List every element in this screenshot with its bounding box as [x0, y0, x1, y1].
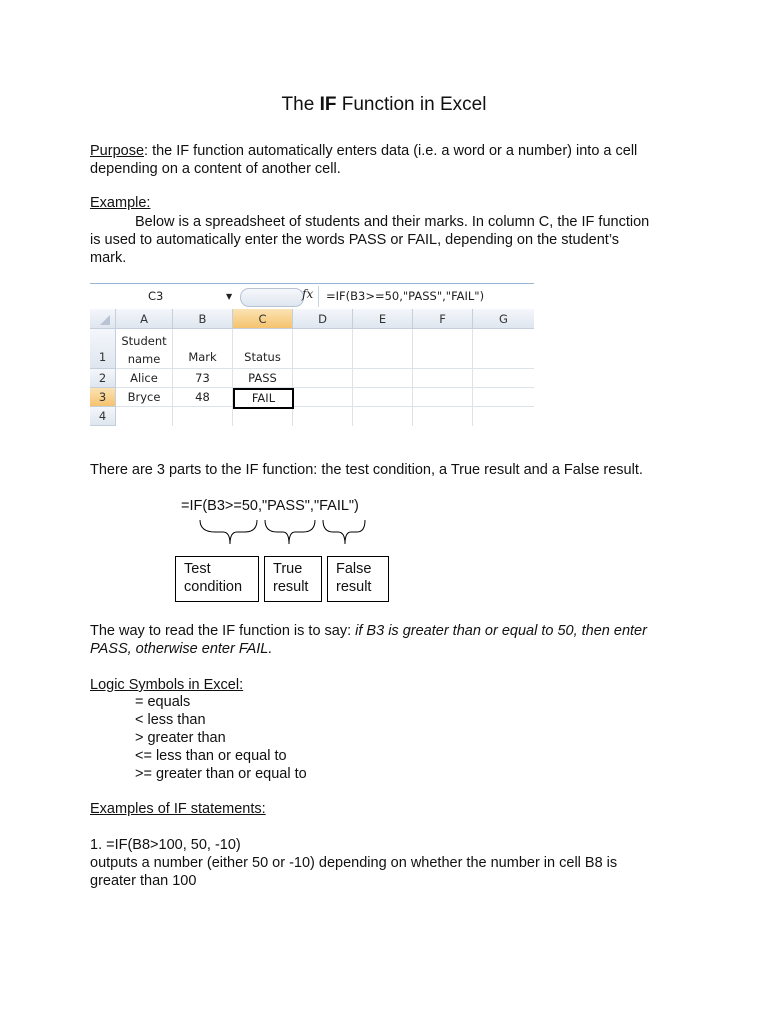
cell-a2[interactable]: Alice	[116, 369, 173, 388]
cell-b3[interactable]: 48	[173, 388, 233, 407]
cell-f3[interactable]	[413, 388, 473, 407]
row-header-1[interactable]: 1	[90, 329, 116, 369]
column-header-g[interactable]: G	[473, 309, 534, 329]
column-header-f[interactable]: F	[413, 309, 473, 329]
parts-text: There are 3 parts to the IF function: the test condition, a True result and a False result.	[90, 462, 643, 478]
column-header-b[interactable]: B	[173, 309, 233, 329]
logic-item-greater: > greater than	[135, 730, 226, 746]
purpose-line-2: depending on a content of another cell.	[90, 161, 341, 177]
true-result-box	[264, 556, 322, 602]
cell-b2[interactable]: 73	[173, 369, 233, 388]
example-heading: Example:	[90, 195, 151, 211]
brace-false	[323, 520, 365, 544]
cell-b4[interactable]	[173, 407, 233, 426]
cell-g4[interactable]	[473, 407, 534, 426]
column-header-c[interactable]: C	[233, 309, 293, 329]
read-prefix: The way to read the IF function is to say:	[90, 623, 356, 639]
test-condition-line-1: Test	[184, 561, 211, 577]
row-header-4[interactable]: 4	[90, 407, 116, 426]
row-header-2[interactable]: 2	[90, 369, 116, 388]
test-condition-line-2: condition	[184, 579, 243, 595]
cell-g2[interactable]	[473, 369, 534, 388]
read-italic-1: if B3 is greater than or equal to 50, then enter	[355, 623, 647, 639]
example-1-desc-1: outputs a number (either 50 or -10) depending on whether the number in cell B8 is	[90, 855, 618, 871]
example-line-3: mark.	[90, 250, 127, 266]
true-result-line-1: True	[273, 561, 303, 577]
formula-input[interactable]: =IF(B3>=50,"PASS","FAIL")	[326, 289, 485, 303]
cell-d3[interactable]	[294, 388, 353, 407]
example-line-2: is used to automatically enter the words PASS or FAIL, depending on the student’s	[90, 232, 620, 248]
title-prefix: The	[281, 94, 320, 115]
logic-item-equals: = equals	[135, 694, 191, 710]
logic-item-less-equal: <= less than or equal to	[135, 748, 287, 764]
cell-b1[interactable]: Mark	[173, 329, 233, 369]
brace-test	[200, 520, 257, 544]
purpose-line-1	[90, 142, 637, 160]
title-bold: IF	[319, 94, 337, 115]
corner-triangle-icon	[90, 309, 116, 329]
read-line-2: PASS, otherwise enter FAIL.	[90, 641, 273, 657]
chevron-down-icon: ▼	[226, 292, 233, 301]
cell-a1-line-1: Student	[121, 334, 167, 348]
cell-d2[interactable]	[293, 369, 353, 388]
brace-true	[265, 520, 315, 544]
brace-connectors	[195, 518, 370, 558]
select-all-corner[interactable]	[90, 309, 116, 329]
name-box[interactable]	[90, 284, 235, 309]
page-title	[0, 93, 768, 117]
purpose-text: : the IF function automatically enters data (i.e. a word or a number) into a cell	[144, 143, 638, 159]
cell-a3[interactable]: Bryce	[116, 388, 173, 407]
fx-icon[interactable]: fx	[302, 287, 314, 301]
column-header-d[interactable]: D	[293, 309, 353, 329]
read-line-1	[90, 622, 647, 640]
formula-bar-divider	[318, 286, 319, 307]
diagram-formula: =IF(B3>=50,"PASS","FAIL")	[181, 498, 359, 514]
cell-f4[interactable]	[413, 407, 473, 426]
logic-item-greater-equal: >= greater than or equal to	[135, 766, 307, 782]
cell-e4[interactable]	[353, 407, 413, 426]
row-header-3[interactable]: 3	[90, 388, 116, 407]
name-box-value: C3	[148, 289, 164, 303]
logic-item-less: < less than	[135, 712, 206, 728]
spreadsheet-image	[90, 283, 534, 426]
false-result-line-1: False	[336, 561, 372, 577]
title-suffix: Function in Excel	[336, 94, 487, 115]
cell-d1[interactable]	[293, 329, 353, 369]
test-condition-box	[175, 556, 259, 602]
example-1-desc-2: greater than 100	[90, 873, 197, 889]
cell-a1[interactable]	[116, 329, 173, 369]
logic-heading: Logic Symbols in Excel:	[90, 677, 244, 693]
column-header-a[interactable]: A	[116, 309, 173, 329]
false-result-line-2: result	[336, 579, 372, 595]
cell-c4[interactable]	[233, 409, 293, 426]
cell-a1-line-2: name	[127, 352, 161, 366]
example-1-formula: 1. =IF(B8>100, 50, -10)	[90, 837, 241, 853]
cell-e2[interactable]	[353, 369, 413, 388]
cell-f1[interactable]	[413, 329, 473, 369]
cell-a4[interactable]	[116, 407, 173, 426]
cell-c3-active[interactable]: FAIL	[233, 388, 294, 409]
column-header-e[interactable]: E	[353, 309, 413, 329]
examples-heading: Examples of IF statements:	[90, 801, 266, 817]
true-result-line-2: result	[273, 579, 309, 595]
cell-f2[interactable]	[413, 369, 473, 388]
false-result-box	[327, 556, 389, 602]
cell-c2[interactable]: PASS	[233, 369, 293, 388]
cell-e3[interactable]	[353, 388, 413, 407]
cell-d4[interactable]	[293, 407, 353, 426]
cell-g3[interactable]	[473, 388, 534, 407]
formula-bar	[90, 283, 534, 310]
cell-e1[interactable]	[353, 329, 413, 369]
formula-bar-splitter	[240, 288, 304, 307]
cell-g1[interactable]	[473, 329, 534, 369]
purpose-label: Purpose	[90, 143, 145, 159]
example-line-1: Below is a spreadsheet of students and their marks. In column C, the IF function	[135, 214, 650, 230]
cell-c1[interactable]: Status	[233, 329, 293, 369]
